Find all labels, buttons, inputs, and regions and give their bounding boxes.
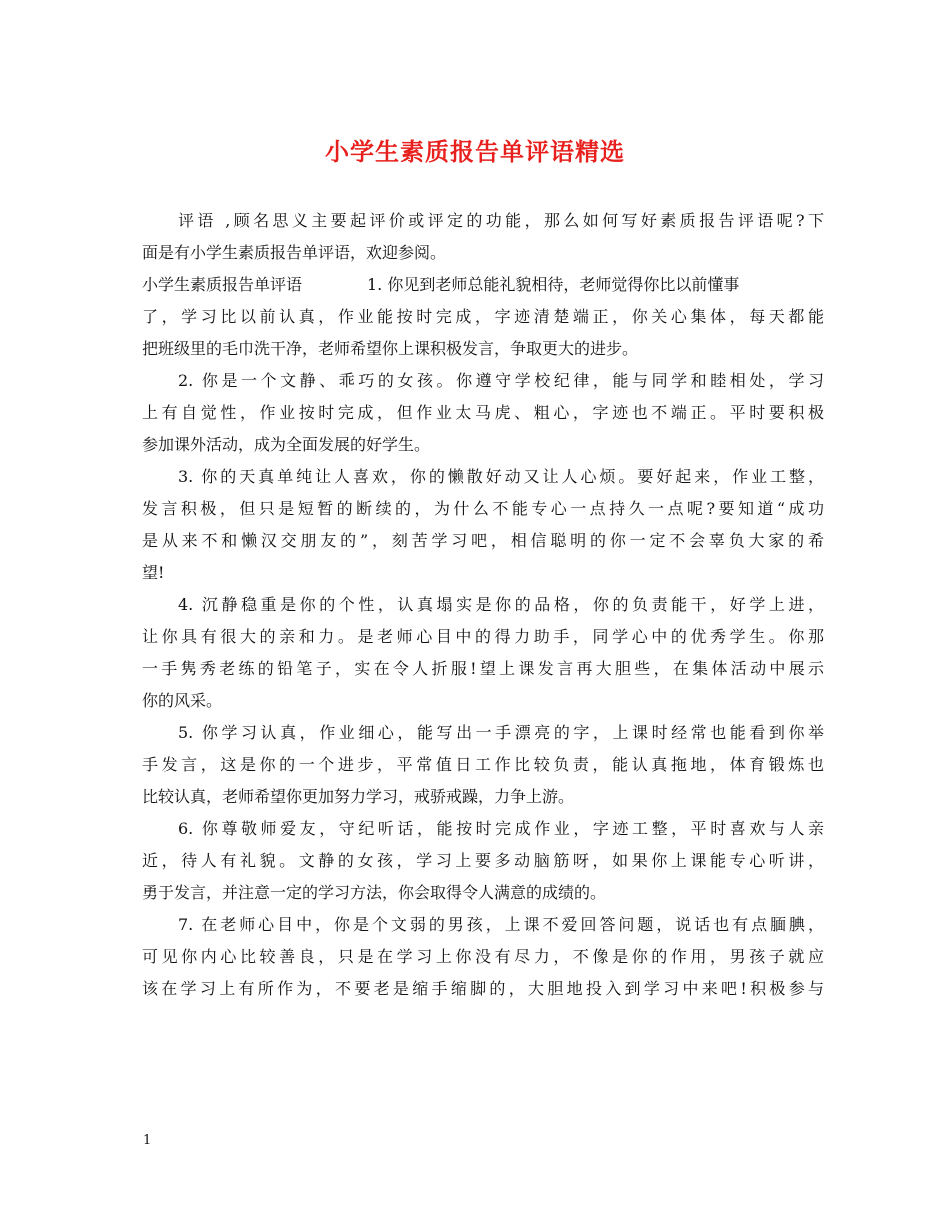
text-line: 一手隽秀老练的铅笔子，实在令人折服!望上课发言再大胆些，在集体活动中展示 xyxy=(142,659,824,678)
text-line-content: 1. 你见到老师总能礼貌相待，老师觉得你比以前懂事 xyxy=(367,275,740,294)
section-heading: 小学生素质报告单评语 xyxy=(142,275,303,294)
text-line: 该在学习上有所作为，不要老是缩手缩脚的，大胆地投入到学习中来吧!积极参与 xyxy=(142,979,824,998)
text-line: 勇于发言，并注意一定的学习方法，你会取得令人满意的成绩的。 xyxy=(142,883,607,902)
text-line: 比较认真，老师希望你更加努力学习，戒骄戒躁，力争上游。 xyxy=(142,787,575,806)
text-line: 把班级里的毛巾洗干净，老师希望你上课积极发言，争取更大的进步。 xyxy=(142,339,639,358)
text-line xyxy=(142,269,824,301)
text-line: 是从来不和懒汉交朋友的”，刻苦学习吧，相信聪明的你一定不会辜负大家的希 xyxy=(142,531,824,550)
document-title: 小学生素质报告单评语精选 xyxy=(325,137,625,166)
text-line: 望! xyxy=(142,563,165,582)
text-line: 了，学习比以前认真，作业能按时完成，字迹清楚端正，你关心集体，每天都能 xyxy=(142,307,824,326)
text-line: 2. 你是一个文静、乖巧的女孩。你遵守学校纪律，能与同学和睦相处，学习 xyxy=(178,371,824,390)
text-line: 上有自觉性，作业按时完成，但作业太马虎、粗心，字迹也不端正。平时要积极 xyxy=(142,403,824,422)
page-number: 1 xyxy=(143,1133,152,1148)
text-line: 发言积极，但只是短暂的断续的，为什么不能专心一点持久一点呢?要知道“成功 xyxy=(142,499,824,518)
text-line: 近，待人有礼貌。文静的女孩，学习上要多动脑筋呀，如果你上课能专心听讲， xyxy=(142,851,824,870)
text-line: 评语 ,顾名思义主要起评价或评定的功能，那么如何写好素质报告评语呢?下 xyxy=(178,211,824,230)
text-line: 参加课外活动，成为全面发展的好学生。 xyxy=(142,435,431,454)
text-line: 让你具有很大的亲和力。是老师心目中的得力助手，同学心中的优秀学生。你那 xyxy=(142,627,824,646)
text-line: 4. 沉静稳重是你的个性，认真塌实是你的品格，你的负责能干，好学上进， xyxy=(178,595,824,614)
text-line: 你的风采。 xyxy=(142,691,223,710)
document-body xyxy=(142,205,824,1005)
text-line: 5. 你学习认真，作业细心，能写出一手漂亮的字，上课时经常也能看到你举 xyxy=(178,723,824,742)
text-line: 手发言，这是你的一个进步，平常值日工作比较负责，能认真拖地，体育锻炼也 xyxy=(142,755,824,774)
text-line: 3. 你的天真单纯让人喜欢，你的懒散好动又让人心烦。要好起来，作业工整， xyxy=(178,467,824,486)
text-line: 7. 在老师心目中，你是个文弱的男孩，上课不爱回答问题，说话也有点腼腆， xyxy=(178,915,824,934)
text-line: 可见你内心比较善良，只是在学习上你没有尽力，不像是你的作用，男孩子就应 xyxy=(142,947,824,966)
text-line: 6. 你尊敬师爱友，守纪听话，能按时完成作业，字迹工整，平时喜欢与人亲 xyxy=(178,819,824,838)
text-line: 面是有小学生素质报告单评语，欢迎参阅。 xyxy=(142,243,447,262)
